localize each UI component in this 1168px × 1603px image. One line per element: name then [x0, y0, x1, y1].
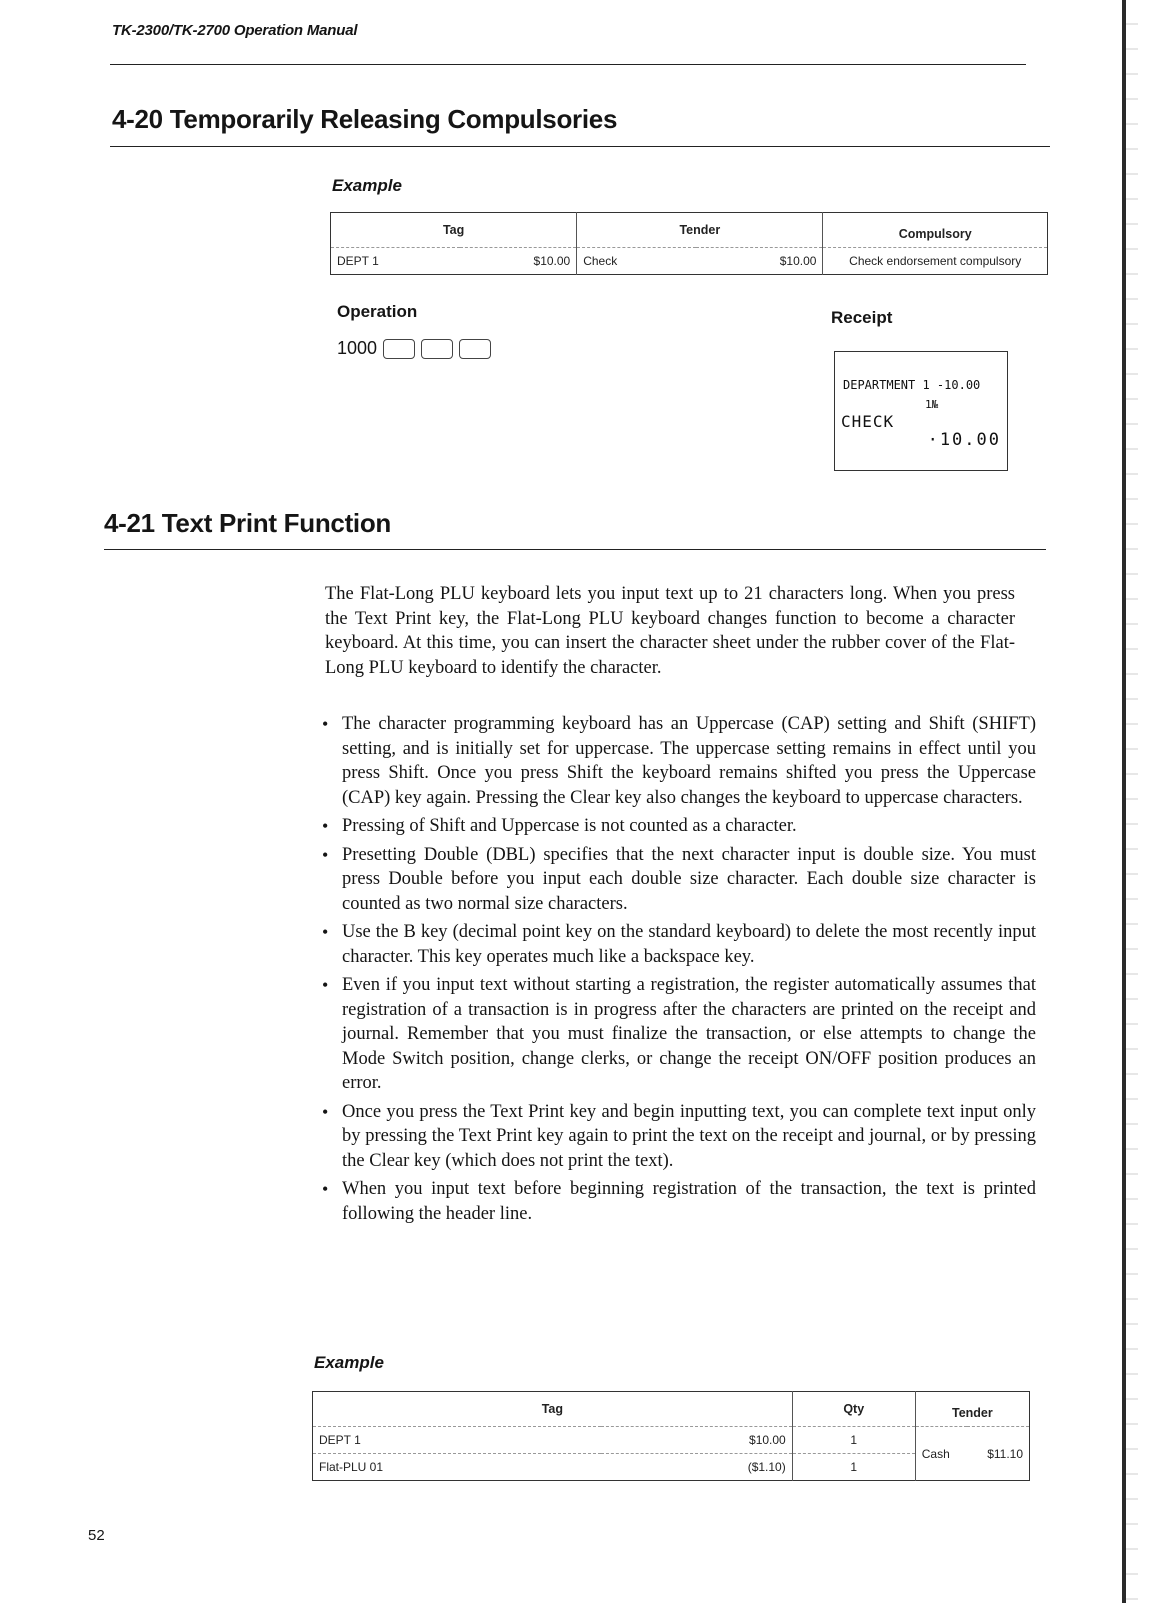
operation-label: Operation	[337, 302, 418, 321]
page-number: 52	[88, 1527, 105, 1544]
cell-qty: 1	[792, 1454, 915, 1481]
bullet-item: • Presetting Double (DBL) specifies that the next character input is double size. You must press Double before you input each double size character. Each double size character is counted as two normal size characters.	[322, 843, 1036, 917]
operation-entry: 1000	[337, 338, 378, 358]
receipt-label: Receipt	[831, 308, 893, 327]
running-header: TK-2300/TK-2700 Operation Manual	[112, 22, 358, 39]
bullet-item: • When you input text before beginning registration of the transaction, the text is printed following the header line.	[322, 1177, 1036, 1226]
receipt-line-check: CHECK	[841, 412, 895, 431]
cell-tender-item: Cash	[921, 1446, 950, 1461]
check-tend-key-icon	[421, 339, 453, 359]
header-tag: Tag	[541, 1402, 564, 1416]
section-title-4-20: 4-20 Temporarily Releasing Compulsories	[112, 104, 618, 134]
example-label-4-21: Example	[314, 1353, 384, 1372]
cell-item: DEPT 1	[319, 1433, 361, 1447]
header-tender: Tender	[577, 213, 823, 248]
section-rule-4-21	[104, 549, 1046, 550]
header-compulsory: Compulsory	[898, 227, 972, 241]
cell-tag-amount: $10.00	[533, 254, 571, 268]
cell-tender-item: Check	[577, 248, 697, 275]
cell-compulsory: Check endorsement compulsory	[849, 254, 1022, 268]
endorse-key-icon	[459, 339, 491, 359]
receipt-printout	[834, 351, 1008, 471]
intro-paragraph: The Flat-Long PLU keyboard lets you input text up to 21 characters long. When you press the Text Print key, the Flat-Long PLU keyboard changes function to become a character keyboard. At this time, you can insert the character sheet under the rubber cover of the Flat-Long PLU keyboard to identify the character.	[325, 584, 1015, 678]
cell-qty: 1	[792, 1427, 915, 1454]
scan-edge-bar	[1122, 0, 1126, 1603]
header-tender: Tender	[951, 1406, 993, 1420]
example-table-4-20	[330, 212, 1048, 275]
section-title-4-21: 4-21 Text Print Function	[104, 508, 392, 538]
bullet-item: • The character programming keyboard has an Uppercase (CAP) setting and Shift (SHIFT) setting, and is initially set for uppercase. The uppercase setting remains in effect until you press Shift. Once you press Shift the keyboard remains shifted you press the Uppercase (CAP) key again. Pressing the Clear key also changes the keyboard to uppercase characters.	[322, 712, 1036, 810]
receipt-line-total: ·10.00	[927, 430, 1001, 450]
bullet-list	[322, 712, 1036, 1230]
cell-item: Flat-PLU 01	[319, 1460, 384, 1474]
bullet-item: • Pressing of Shift and Uppercase is not counted as a character.	[322, 814, 1036, 839]
cell-amount: ($1.10)	[747, 1460, 786, 1474]
bullet-item: • Use the B key (decimal point key on the standard keyboard) to delete the most recently input character. This key operates much like a backspace key.	[322, 920, 1036, 969]
cell-tag-item: DEPT 1	[337, 254, 379, 268]
cell-tender-amount: $11.10	[987, 1446, 1023, 1461]
cell-amount: $10.00	[749, 1433, 786, 1447]
bullet-item: • Even if you input text without starting a registration, the register automatically assumes that registration of a transaction is in progress after the characters are printed on the receipt and journal. Remember that you must finalize the transaction, or else attempts to change the Mode Switch position, change clerks, or change the receipt ON/OFF position produces an error.	[322, 973, 1036, 1096]
example-table-4-21	[312, 1391, 1030, 1481]
section-rule-4-20	[110, 146, 1050, 147]
header-qty: Qty	[792, 1392, 915, 1427]
operation-sequence	[337, 338, 491, 359]
receipt-line-count: 1№	[925, 398, 939, 411]
example-label-4-20: Example	[332, 176, 402, 195]
cell-tender-amount: $10.00	[696, 248, 823, 275]
scan-edge-texture	[1126, 0, 1138, 1603]
bullet-item: • Once you press the Text Print key and begin inputting text, you can complete text input only by pressing the Text Print key again to print the text on the receipt and journal, or by pressing the Clear key (which does not print the text).	[322, 1100, 1036, 1174]
receipt-line-department: DEPARTMENT 1 -10.00	[843, 378, 981, 392]
dept-key-icon	[383, 339, 415, 359]
header-rule	[110, 64, 1026, 65]
header-tag: Tag	[442, 223, 465, 237]
